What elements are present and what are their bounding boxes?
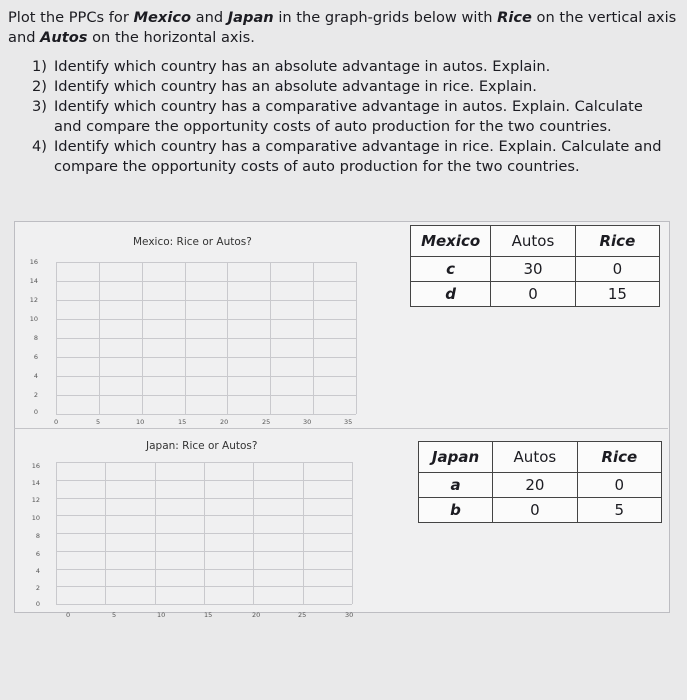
mexico-table: [410, 225, 660, 307]
japan-table: [418, 441, 662, 523]
japan-x-tick: 0: [66, 611, 71, 619]
table-cell-rice: 0: [577, 473, 661, 498]
question-2: [32, 77, 672, 97]
table-row: [419, 473, 662, 498]
instructions-text: and: [191, 9, 228, 26]
japan-x-tick: 15: [204, 611, 213, 619]
mexico-y-tick: 4: [33, 372, 38, 380]
question-list: [32, 57, 672, 177]
mexico-graph-grid: [56, 262, 356, 414]
japan-x-tick: 10: [157, 611, 166, 619]
table-header-autos: Autos: [491, 226, 575, 257]
table-cell-point: b: [419, 498, 493, 523]
mexico-y-tick: 14: [29, 277, 38, 285]
question-number: 1): [32, 58, 47, 75]
japan-x-tick: 5: [112, 611, 117, 619]
table-cell-autos: 30: [491, 257, 575, 282]
mexico-x-tick: 20: [220, 418, 229, 426]
japan-graph-grid: [56, 462, 352, 604]
question-text: Identify which country has an absolute advantage in autos. Explain.: [54, 58, 551, 75]
table-header-rice: Rice: [575, 226, 659, 257]
japan-y-tick: 14: [31, 479, 40, 487]
japan-x-tick: 25: [298, 611, 307, 619]
question-1: [32, 57, 672, 77]
instructions-text: in the graph-grids below with: [273, 9, 498, 26]
question-text: Identify which country has a comparative advantage in rice. Explain. Calculate and compare the opportunity costs of auto production for the two countries.: [54, 138, 662, 175]
table-row: [419, 498, 662, 523]
japan-label: Japan: [227, 9, 274, 26]
table-cell-rice: 15: [575, 282, 659, 307]
japan-y-tick: 8: [35, 532, 40, 540]
instructions: [8, 8, 678, 48]
table-header-country: Japan: [419, 442, 493, 473]
instructions-text: on the vertical axis and: [8, 9, 677, 46]
mexico-y-tick: 0: [33, 408, 38, 416]
japan-y-tick: 4: [35, 567, 40, 575]
japan-y-tick: 12: [31, 496, 40, 504]
japan-y-tick: 6: [35, 550, 40, 558]
japan-y-tick: 16: [31, 462, 40, 470]
instructions-text: Plot the PPCs for: [8, 9, 134, 26]
table-cell-point: c: [411, 257, 491, 282]
question-number: 2): [32, 78, 47, 95]
mexico-y-tick: 6: [33, 353, 38, 361]
mexico-x-tick: 35: [344, 418, 353, 426]
mexico-x-tick: 5: [96, 418, 101, 426]
table-header-rice: Rice: [577, 442, 661, 473]
mexico-y-tick: 16: [29, 258, 38, 266]
table-cell-autos: 0: [491, 282, 575, 307]
instructions-text: on the horizontal axis.: [87, 29, 255, 46]
table-header-row: [419, 442, 662, 473]
japan-x-tick: 30: [345, 611, 354, 619]
table-cell-rice: 5: [577, 498, 661, 523]
japan-grid-title: Japan: Rice or Autos?: [146, 440, 258, 452]
mexico-x-tick: 0: [54, 418, 59, 426]
question-4: [32, 137, 672, 177]
japan-y-tick: 2: [35, 584, 40, 592]
table-cell-autos: 20: [493, 473, 578, 498]
japan-x-tick: 20: [252, 611, 261, 619]
mexico-y-tick: 8: [33, 334, 38, 342]
question-number: 3): [32, 98, 47, 115]
table-row: [411, 282, 660, 307]
mexico-grid-title: Mexico: Rice or Autos?: [133, 236, 252, 248]
question-text: Identify which country has a comparative advantage in autos. Explain. Calculate and compare the opportunity costs of auto production for the two countries.: [54, 98, 643, 135]
table-header-country: Mexico: [411, 226, 491, 257]
rice-label: Rice: [497, 9, 532, 26]
panel-divider: [14, 428, 668, 429]
mexico-x-tick: 15: [178, 418, 187, 426]
japan-y-tick: 10: [31, 514, 40, 522]
question-number: 4): [32, 138, 47, 155]
table-cell-autos: 0: [493, 498, 578, 523]
table-header-row: [411, 226, 660, 257]
mexico-y-tick: 10: [29, 315, 38, 323]
table-cell-point: d: [411, 282, 491, 307]
mexico-x-tick: 25: [262, 418, 271, 426]
question-text: Identify which country has an absolute advantage in rice. Explain.: [54, 78, 537, 95]
table-cell-point: a: [419, 473, 493, 498]
japan-y-tick: 0: [35, 600, 40, 608]
table-header-autos: Autos: [493, 442, 578, 473]
question-3: [32, 97, 672, 137]
autos-label: Autos: [40, 29, 88, 46]
mexico-x-tick: 30: [303, 418, 312, 426]
table-cell-rice: 0: [575, 257, 659, 282]
mexico-label: Mexico: [133, 9, 191, 26]
mexico-y-tick: 12: [29, 296, 38, 304]
mexico-x-tick: 10: [136, 418, 145, 426]
mexico-y-tick: 2: [33, 391, 38, 399]
table-row: [411, 257, 660, 282]
